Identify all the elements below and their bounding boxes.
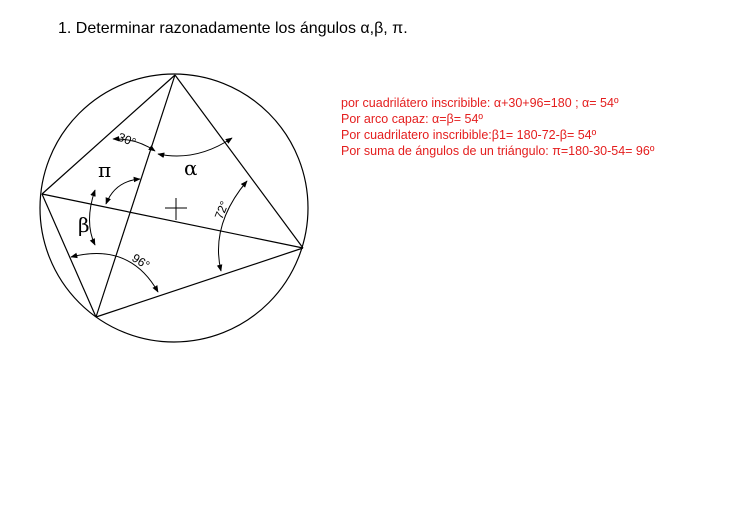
solution-block	[341, 95, 654, 159]
solution-line: Por arco capaz: α=β= 54º	[341, 112, 483, 126]
exercise-title: 1. Determinar razonadamente los ángulos α,β, π.	[58, 20, 408, 37]
arc-72	[218, 181, 247, 271]
arc-pi	[106, 179, 140, 204]
side-bottom-right	[96, 248, 303, 317]
solution-line: Por suma de ángulos de un triángulo: π=180-30-54= 96º	[341, 144, 655, 158]
solution-line: por cuadrilátero inscribible: α+30+96=180 ; α= 54º	[341, 96, 619, 110]
diagonal-top-bottom	[96, 75, 175, 317]
angle-96-label: 96°	[129, 250, 153, 273]
angle-72-label: 72°	[211, 199, 232, 222]
arc-alpha	[158, 138, 232, 156]
angle-30-label: 30°	[115, 129, 138, 150]
pi-label: π	[98, 158, 112, 182]
solution-line: Por cuadrilatero inscribible:β1= 180-72-β= 54º	[341, 128, 597, 142]
arc-beta	[90, 190, 96, 245]
beta-label: β	[78, 213, 90, 237]
alpha-label: α	[184, 156, 198, 180]
